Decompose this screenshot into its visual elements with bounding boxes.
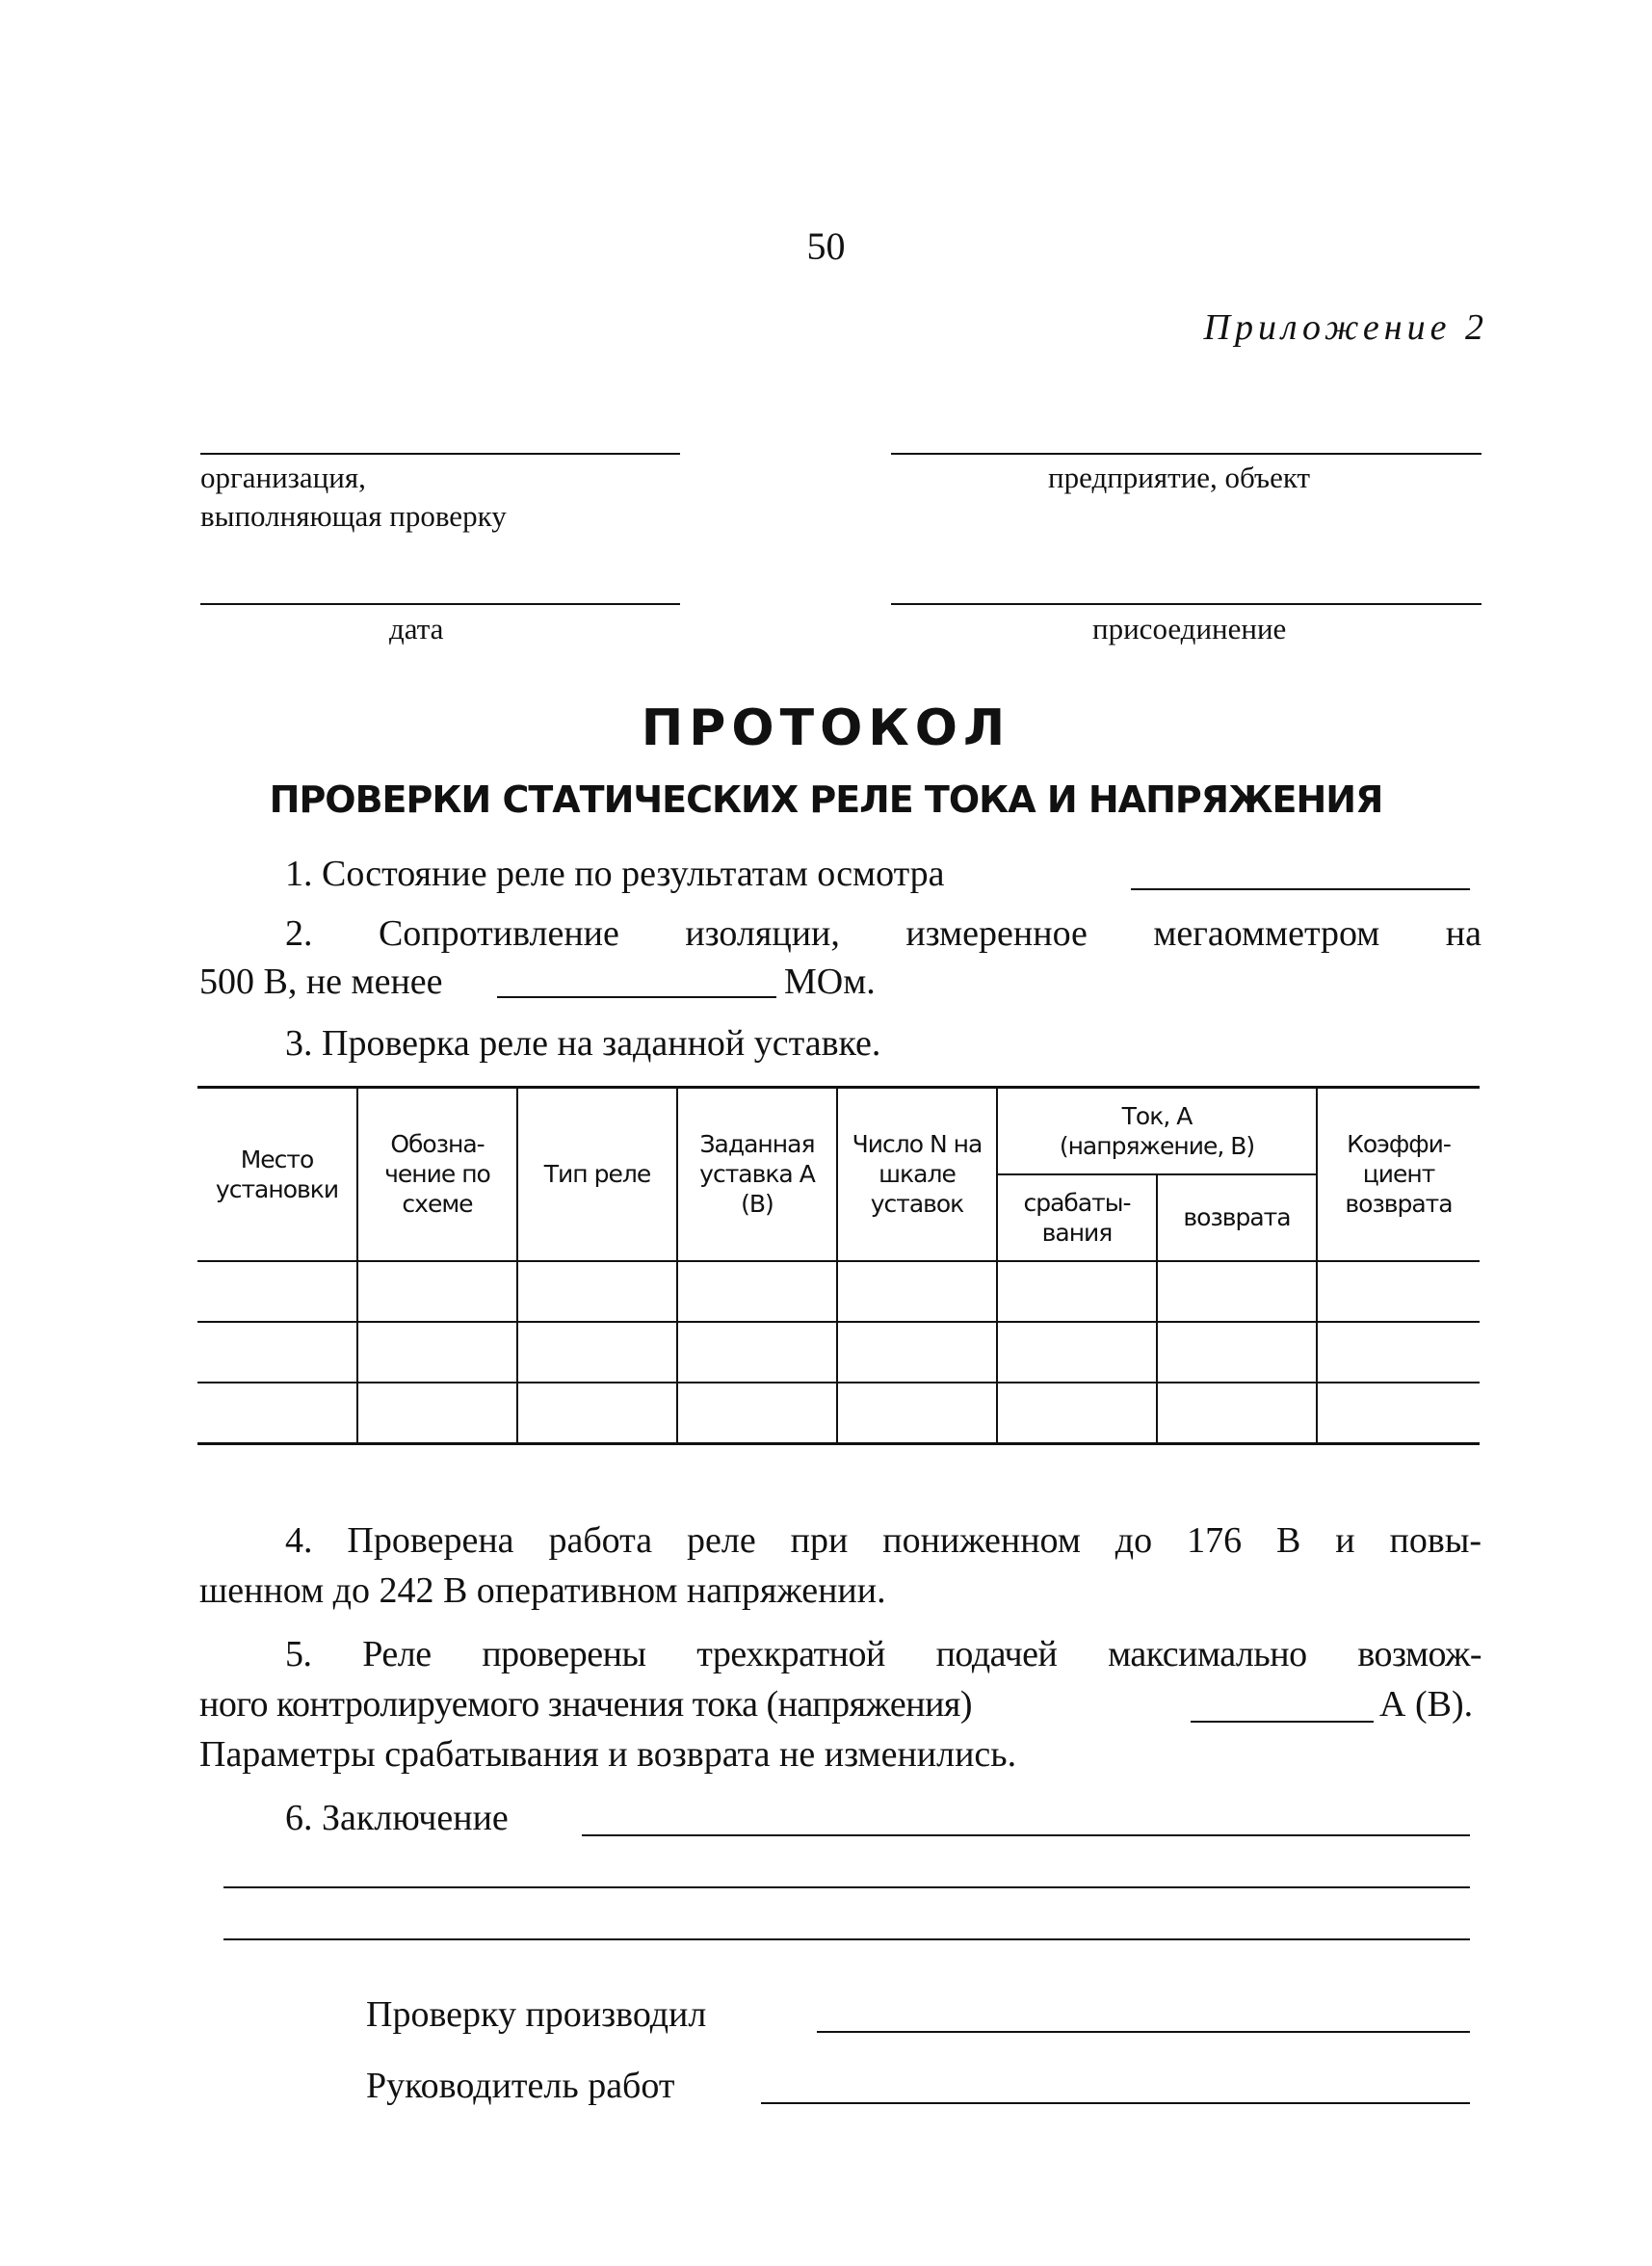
organization-caption-line2: выполняющая проверку [200, 499, 507, 533]
table-cell[interactable] [357, 1322, 517, 1383]
table-cell[interactable] [837, 1322, 997, 1383]
table-cell[interactable] [837, 1383, 997, 1444]
date-field-line[interactable] [200, 603, 680, 605]
inspector-label: Проверку производил [366, 1994, 707, 2035]
table-row [197, 1383, 1480, 1444]
table-cell[interactable] [1317, 1383, 1480, 1444]
header-designation: Обозна- чение по схеме [357, 1088, 517, 1261]
table-cell[interactable] [197, 1261, 357, 1322]
organization-caption-line1: организация, [200, 461, 366, 494]
organization-field-line[interactable] [200, 453, 680, 455]
table-cell[interactable] [677, 1261, 837, 1322]
item-5-unit: А (В). [1379, 1684, 1474, 1725]
header-return: возврата [1157, 1174, 1317, 1261]
enterprise-field-line[interactable] [891, 453, 1482, 455]
inspector-signature-line[interactable] [817, 2031, 1470, 2033]
header-coefficient: Коэффи- циент возврата [1317, 1088, 1480, 1261]
relay-check-table [197, 1086, 1480, 1445]
item-4-text-line1: 4. Проверена работа реле при пониженном до 176 В и повы- [285, 1520, 1482, 1561]
page-number: 50 [806, 224, 846, 268]
item-2-text-line2: 500 В, не менее [199, 962, 443, 1002]
table-cell[interactable] [1317, 1261, 1480, 1322]
table-cell[interactable] [1157, 1261, 1317, 1322]
protocol-subtitle: ПРОВЕРКИ СТАТИЧЕСКИХ РЕЛЕ ТОКА И НАПРЯЖЕНИЯ [269, 778, 1383, 821]
table-cell[interactable] [997, 1322, 1157, 1383]
item-2-field-line[interactable] [497, 996, 776, 998]
table-row [197, 1322, 1480, 1383]
table-cell[interactable] [357, 1261, 517, 1322]
item-1-text: 1. Состояние реле по результатам осмотра [285, 854, 945, 894]
connection-caption: присоединение [1092, 612, 1287, 646]
table-cell[interactable] [997, 1383, 1157, 1444]
table-cell[interactable] [677, 1383, 837, 1444]
enterprise-caption: предприятие, объект [1048, 461, 1311, 494]
item-5-field-line[interactable] [1191, 1721, 1374, 1723]
item-6-text: 6. Заключение [285, 1798, 509, 1838]
header-relay-type: Тип реле [517, 1088, 677, 1261]
header-current-group: Ток, А (напряжение, В) [997, 1088, 1317, 1174]
item-3-text: 3. Проверка реле на заданной уставке. [285, 1023, 881, 1064]
item-2-text-line1: 2. Сопротивление изоляции, измеренное мегаомметром на [285, 913, 1482, 954]
item-2-unit: МОм. [784, 962, 876, 1002]
table-cell[interactable] [197, 1383, 357, 1444]
supervisor-label: Руководитель работ [366, 2066, 675, 2106]
conclusion-field-line-2[interactable] [223, 1886, 1470, 1888]
header-setpoint: Заданная уставка А (В) [677, 1088, 837, 1261]
date-caption: дата [389, 612, 444, 646]
table-cell[interactable] [357, 1383, 517, 1444]
item-5-text-line1: 5. Реле проверены трехкратной подачей максимально возмож- [285, 1634, 1482, 1674]
table-cell[interactable] [677, 1322, 837, 1383]
conclusion-field-line-1[interactable] [582, 1834, 1470, 1836]
protocol-title: ПРОТОКОЛ [641, 699, 1011, 757]
appendix-label: Приложение 2 [1203, 307, 1488, 348]
supervisor-signature-line[interactable] [761, 2102, 1470, 2104]
header-scale-number: Число N на шкале уставок [837, 1088, 997, 1261]
table-cell[interactable] [517, 1383, 677, 1444]
item-4-text-line2: шенном до 242 В оперативном напряжении. [199, 1570, 886, 1611]
connection-field-line[interactable] [891, 603, 1482, 605]
item-1-field-line[interactable] [1131, 888, 1470, 890]
table-cell[interactable] [1157, 1383, 1317, 1444]
table-cell[interactable] [1317, 1322, 1480, 1383]
header-place: Место установки [197, 1088, 357, 1261]
header-operate: срабаты- вания [997, 1174, 1157, 1261]
item-5-text-line3: Параметры срабатывания и возврата не изменились. [199, 1734, 1017, 1775]
conclusion-field-line-3[interactable] [223, 1938, 1470, 1940]
table-cell[interactable] [997, 1261, 1157, 1322]
item-5-text-line2: ного контролируемого значения тока (напряжения) [199, 1684, 973, 1725]
table-row [197, 1261, 1480, 1322]
table-cell[interactable] [197, 1322, 357, 1383]
table-cell[interactable] [837, 1261, 997, 1322]
organization-caption [200, 459, 507, 536]
table-cell[interactable] [517, 1322, 677, 1383]
table-cell[interactable] [1157, 1322, 1317, 1383]
table-cell[interactable] [517, 1261, 677, 1322]
